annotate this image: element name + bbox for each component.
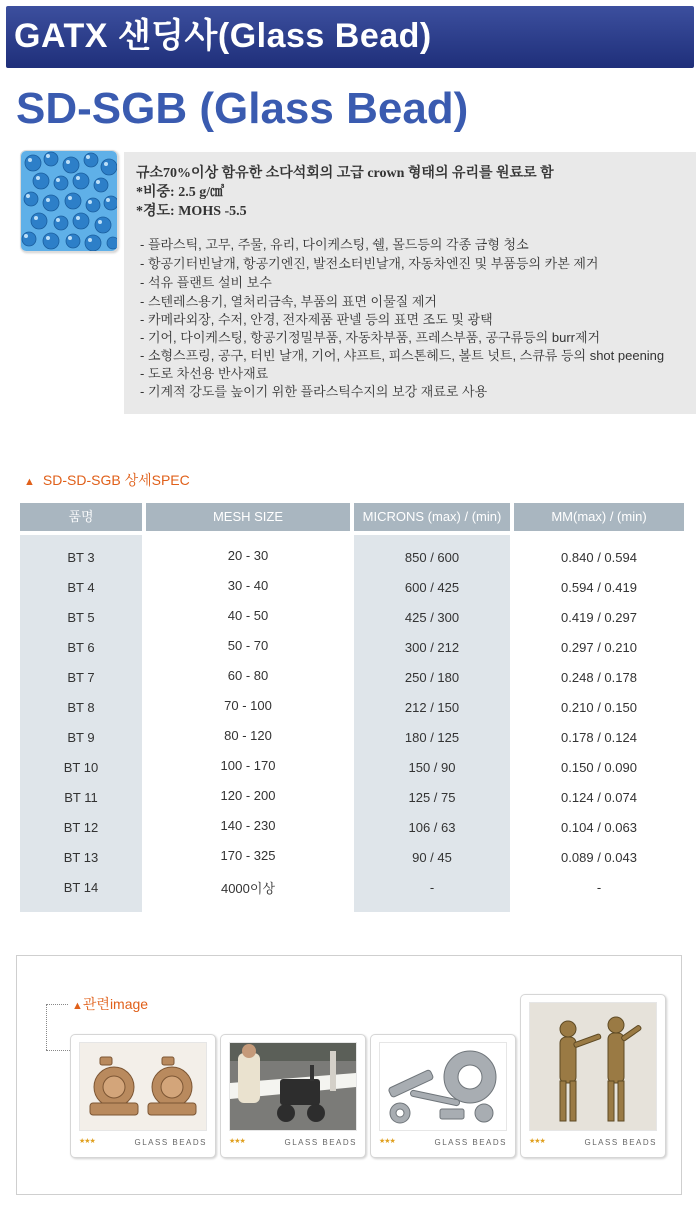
specific-gravity: *비중: 2.5 g/㎤ [136,185,225,200]
cell-mm: 0.089 / 0.043 [561,850,637,865]
cell-mesh: 20 - 30 [227,548,269,563]
cell-name: BT 6 [67,640,95,655]
cell-name: BT 14 [63,880,99,895]
road-marking-image [229,1042,357,1131]
brand-label: GLASS BEADS [134,1138,207,1147]
brand-label: GLASS BEADS [584,1138,657,1147]
cell-mm: 0.248 / 0.178 [561,670,637,685]
cell-microns: 600 / 425 [404,580,460,595]
metal-parts-image [379,1042,507,1131]
cell-mesh: 30 - 40 [227,578,269,593]
cell-microns: 180 / 125 [404,730,460,745]
related-image-card[interactable] [370,1034,516,1158]
brand-label: GLASS BEADS [434,1138,507,1147]
related-image-card[interactable] [520,994,666,1158]
cell-microns: 250 / 180 [404,670,460,685]
cell-microns: 850 / 600 [404,550,460,565]
cell-mm: 0.419 / 0.297 [561,610,637,625]
dotted-connector [46,1050,70,1051]
related-image-card[interactable] [220,1034,366,1158]
cell-mesh: 100 - 170 [220,758,276,773]
cell-microns: 106 / 63 [408,820,456,835]
cell-mm: 0.210 / 0.150 [561,700,637,715]
cell-microns: - [429,880,435,895]
use-item: - 카메라외장, 수저, 안경, 전자제품 판넬 등의 표면 조도 및 광택 [140,312,493,327]
cell-mesh: 120 - 200 [220,788,276,803]
cell-mesh: 70 - 100 [224,698,272,713]
cell-name: BT 3 [67,550,95,565]
related-title [72,994,148,1014]
glass-bead-thumbnail [20,150,118,252]
cell-microns: 90 / 45 [412,850,452,865]
cell-mm: 0.178 / 0.124 [561,730,637,745]
cell-mesh: 140 - 230 [220,818,276,833]
cell-name: BT 9 [67,730,95,745]
cell-name: BT 10 [63,760,99,775]
cell-mesh: 80 - 120 [224,728,272,743]
water-meter-image [79,1042,207,1131]
cell-name: BT 12 [63,820,99,835]
card-footer [79,1135,207,1151]
bronze-statues-image [529,1002,657,1131]
star-icon: ★★★ [229,1137,245,1145]
card-footer [229,1135,357,1151]
cell-name: BT 13 [63,850,99,865]
star-icon: ★★★ [379,1137,395,1145]
cell-mesh: 50 - 70 [227,638,269,653]
cell-microns: 150 / 90 [408,760,456,775]
cell-microns: 125 / 75 [408,790,456,805]
star-icon: ★★★ [529,1137,545,1145]
triangle-icon: ▲ [72,1000,83,1012]
hardness: *경도: MOHS -5.5 [136,204,247,219]
cell-mesh: 60 - 80 [227,668,269,683]
related-image-card[interactable] [70,1034,216,1158]
cell-microns: 212 / 150 [404,700,460,715]
cell-name: BT 5 [67,610,95,625]
cell-microns: 300 / 212 [404,640,460,655]
use-item: - 석유 플랜트 설비 보수 [140,275,272,290]
cell-mm: 0.297 / 0.210 [561,640,637,655]
cell-mm: 0.124 / 0.074 [561,790,637,805]
cell-mm: - [596,880,602,895]
use-item: - 스텐레스용기, 열처리금속, 부품의 표면 이물질 제거 [140,294,437,309]
cell-mm: 0.594 / 0.419 [561,580,637,595]
card-footer [379,1135,507,1151]
cell-mesh: 4000이상 [220,881,276,896]
use-item: - 항공기터빈날개, 항공기엔진, 발전소터빈날개, 자동차엔진 및 부품등의 카본 제거 [140,256,599,271]
glass-bead-image [21,151,117,251]
col-header-mm: MM(max) / (min) [514,503,684,531]
col-header-mesh: MESH SIZE [146,503,350,531]
product-title: SD-SGB (Glass Bead) [16,84,469,133]
cell-name: BT 11 [64,790,98,805]
intro-line: 규소70%이상 함유한 소다석회의 고급 crown 형태의 유리를 원료로 함 [136,166,554,181]
cell-microns: 425 / 300 [404,610,460,625]
cell-name: BT 7 [67,670,95,685]
cell-name: BT 8 [67,700,95,715]
col-header-microns: MICRONS (max) / (min) [354,503,510,531]
banner-title: GATX 샌딩사(Glass Bead) [14,17,432,55]
card-footer [529,1135,657,1151]
use-item: - 기계적 강도를 높이기 위한 플라스틱수지의 보강 재료로 사용 [140,384,488,399]
cell-mesh: 170 - 325 [220,848,276,863]
related-title-text: 관련image [82,996,149,1012]
dotted-connector [46,1004,68,1005]
cell-name: BT 4 [67,580,95,595]
star-icon: ★★★ [79,1137,95,1145]
triangle-icon: ▲ [24,476,35,488]
use-item: - 기어, 다이케스팅, 항공기정밀부품, 자동차부품, 프레스부품, 공구류등의 burr제거 [140,330,601,345]
use-item: - 도로 차선용 반사재료 [140,366,269,381]
use-item: - 플라스틱, 고무, 주물, 유리, 다이케스팅, 쉘, 몰드등의 각종 금형 청소 [140,237,529,252]
brand-label: GLASS BEADS [284,1138,357,1147]
spec-title-text: SD-SD-SGB 상세SPEC [42,472,190,488]
use-item: - 소형스프링, 공구, 터빈 날개, 기어, 샤프트, 피스톤헤드, 볼트 넛트, 스큐류 등의 shot peening [140,348,665,363]
cell-mm: 0.150 / 0.090 [561,760,637,775]
cell-mesh: 40 - 50 [227,608,269,623]
cell-mm: 0.840 / 0.594 [561,550,637,565]
col-header-name: 품명 [20,503,142,531]
dotted-connector [46,1004,47,1050]
spec-section-title [24,470,190,490]
cell-mm: 0.104 / 0.063 [561,820,637,835]
